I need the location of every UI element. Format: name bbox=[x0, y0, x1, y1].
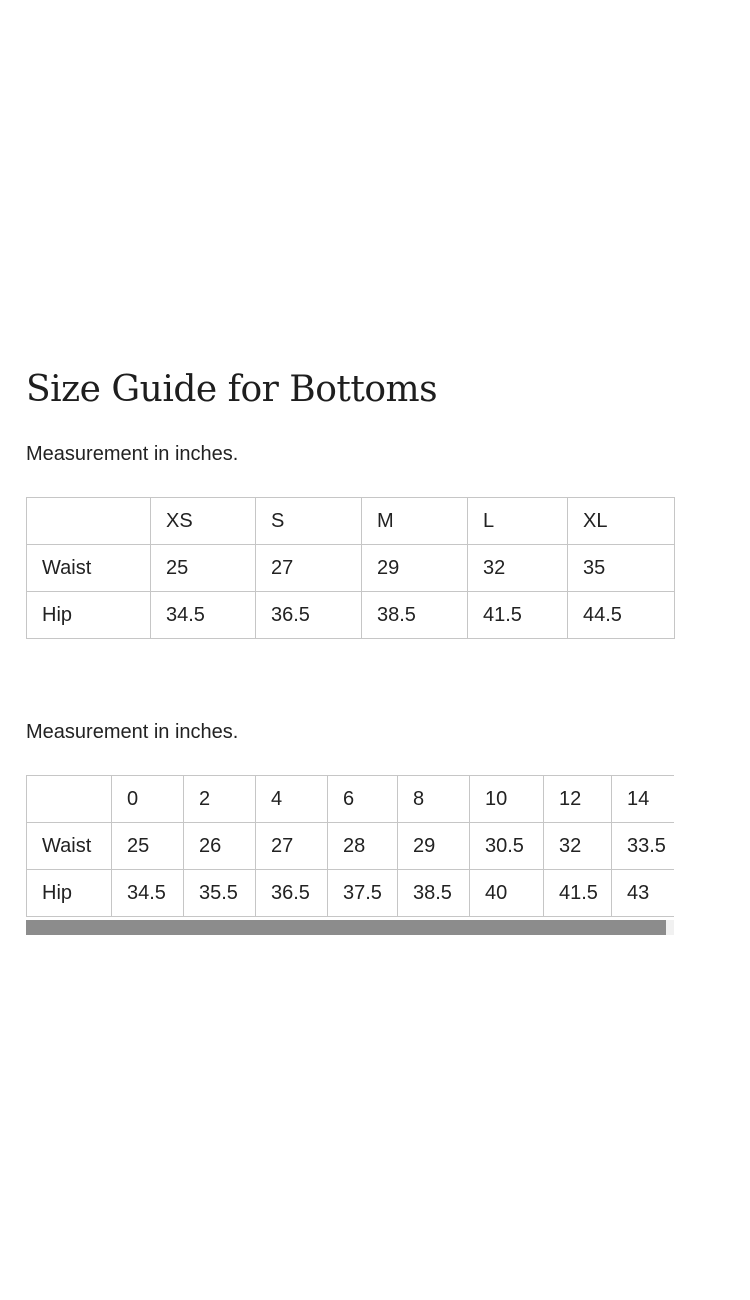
table-cell: 37.5 bbox=[328, 870, 398, 917]
measurement-note: Measurement in inches. bbox=[26, 443, 239, 465]
scrollbar-thumb[interactable] bbox=[26, 920, 666, 935]
numeric-size-table-scroller[interactable] bbox=[26, 775, 674, 935]
horizontal-scrollbar[interactable] bbox=[26, 920, 674, 935]
table-cell: 26 bbox=[184, 823, 256, 870]
table-cell: 36.5 bbox=[256, 870, 328, 917]
page-title: Size Guide for Bottoms bbox=[26, 369, 438, 410]
row-label-waist: Waist bbox=[27, 823, 112, 870]
table-cell: 27 bbox=[256, 545, 362, 592]
header-cell-size: M bbox=[362, 498, 468, 545]
header-cell-size: 14 bbox=[612, 776, 675, 823]
table-cell: 38.5 bbox=[362, 592, 468, 639]
header-cell-empty bbox=[27, 776, 112, 823]
header-cell-size: 10 bbox=[470, 776, 544, 823]
row-label-hip: Hip bbox=[27, 870, 112, 917]
header-cell-size: 6 bbox=[328, 776, 398, 823]
header-cell-size: L bbox=[468, 498, 568, 545]
table-cell: 32 bbox=[468, 545, 568, 592]
table-row bbox=[27, 592, 675, 639]
numeric-size-table bbox=[26, 775, 674, 917]
header-cell-size: 4 bbox=[256, 776, 328, 823]
table-cell: 34.5 bbox=[151, 592, 256, 639]
table-cell: 33.5 bbox=[612, 823, 675, 870]
table-cell: 32 bbox=[544, 823, 612, 870]
table-cell: 35 bbox=[568, 545, 675, 592]
table-cell: 41.5 bbox=[468, 592, 568, 639]
table-row bbox=[27, 870, 675, 917]
row-label-hip: Hip bbox=[27, 592, 151, 639]
header-cell-size: XS bbox=[151, 498, 256, 545]
table-cell: 36.5 bbox=[256, 592, 362, 639]
header-cell-empty bbox=[27, 498, 151, 545]
header-cell-size: 2 bbox=[184, 776, 256, 823]
table-cell: 29 bbox=[362, 545, 468, 592]
table-cell: 34.5 bbox=[112, 870, 184, 917]
header-cell-size: 8 bbox=[398, 776, 470, 823]
measurement-note: Measurement in inches. bbox=[26, 721, 239, 743]
table-header-row bbox=[27, 498, 675, 545]
table-header-row bbox=[27, 776, 675, 823]
row-label-waist: Waist bbox=[27, 545, 151, 592]
header-cell-size: S bbox=[256, 498, 362, 545]
table-cell: 27 bbox=[256, 823, 328, 870]
table-cell: 29 bbox=[398, 823, 470, 870]
table-cell: 41.5 bbox=[544, 870, 612, 917]
letter-size-table bbox=[26, 497, 675, 639]
header-cell-size: 0 bbox=[112, 776, 184, 823]
table-row bbox=[27, 823, 675, 870]
header-cell-size: 12 bbox=[544, 776, 612, 823]
table-cell: 28 bbox=[328, 823, 398, 870]
table-cell: 40 bbox=[470, 870, 544, 917]
table-cell: 25 bbox=[112, 823, 184, 870]
table-cell: 30.5 bbox=[470, 823, 544, 870]
table-cell: 43 bbox=[612, 870, 675, 917]
table-cell: 38.5 bbox=[398, 870, 470, 917]
table-cell: 35.5 bbox=[184, 870, 256, 917]
header-cell-size: XL bbox=[568, 498, 675, 545]
table-cell: 25 bbox=[151, 545, 256, 592]
table-cell: 44.5 bbox=[568, 592, 675, 639]
table-row bbox=[27, 545, 675, 592]
